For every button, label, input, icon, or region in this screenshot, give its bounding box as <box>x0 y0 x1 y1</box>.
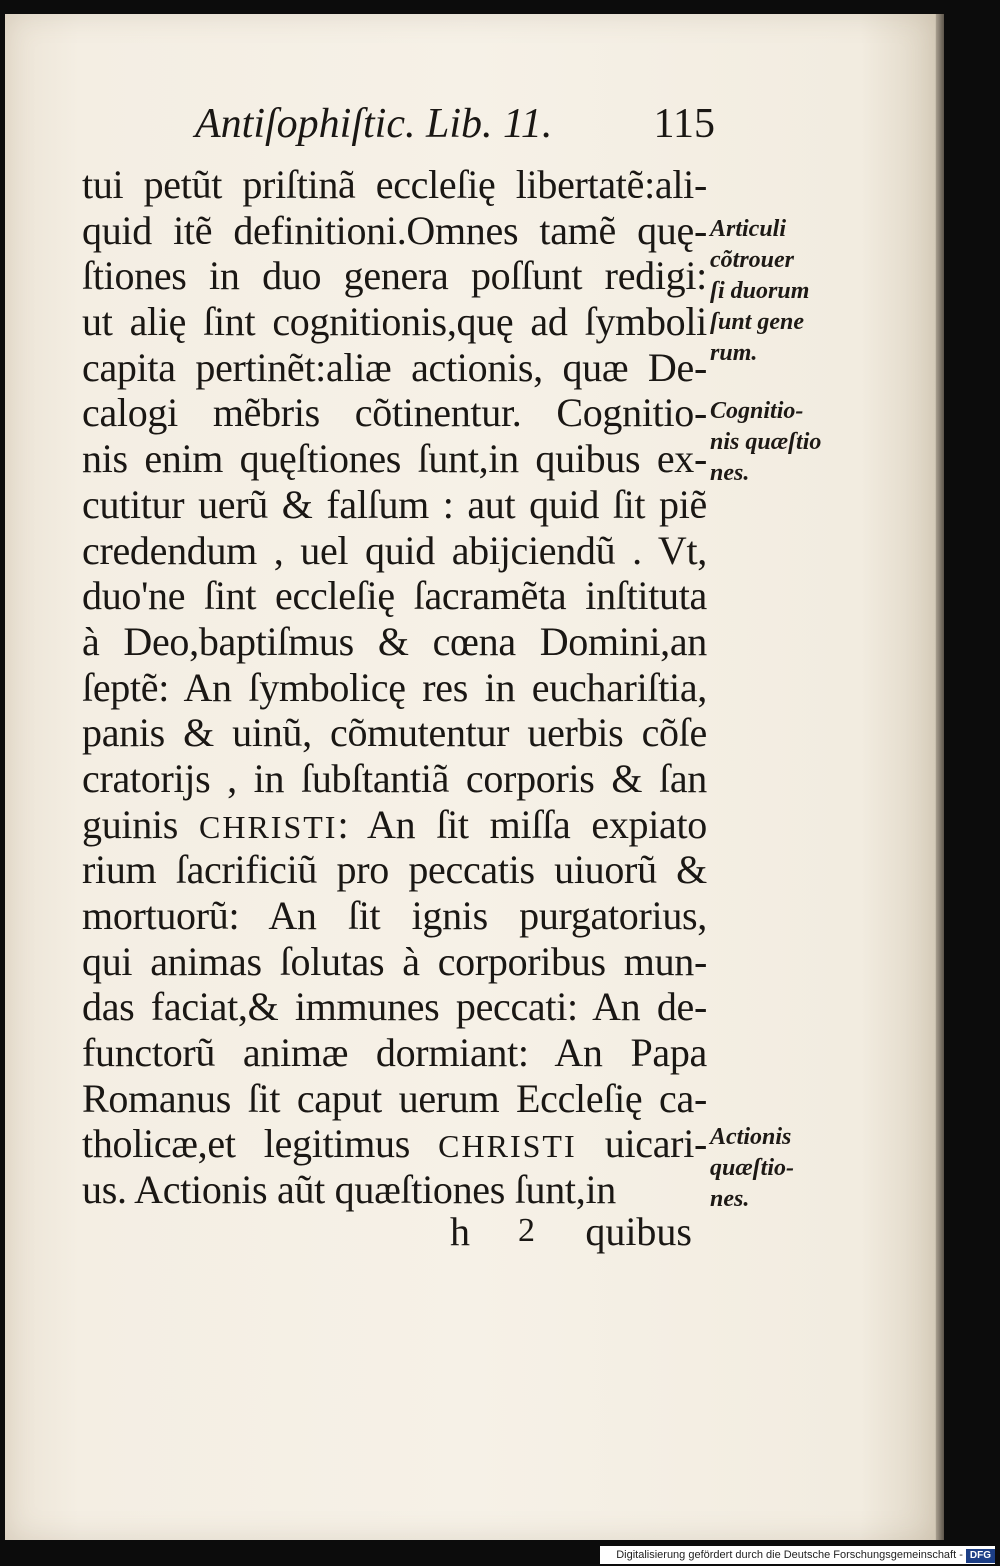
text-line: cratorijs , in ſubſtantiã corporis & ſan <box>82 755 707 801</box>
running-title-text: Antiſophiſtic. <box>195 101 416 147</box>
text-segment: guinis <box>82 801 178 847</box>
catchword: quibus <box>585 1209 692 1254</box>
text-line <box>82 802 707 848</box>
marginal-line: quæſtio- <box>710 1155 794 1181</box>
page-edge <box>936 14 944 1540</box>
marginal-line: rum. <box>710 340 758 366</box>
folio-number: 115 <box>653 101 715 147</box>
text-line: capita pertinẽt:aliæ actionis, quæ De- <box>82 344 707 390</box>
text-line: panis & uinũ, cõmutentur uerbis cõſe <box>82 710 707 756</box>
marginal-line: Cognitio- <box>710 398 804 424</box>
text-line: ut alię ſint cognitionis,quę ad ſymboli <box>82 299 707 345</box>
text-line: Romanus ſit caput uerum Eccleſię ca- <box>82 1075 707 1121</box>
running-head <box>195 100 715 160</box>
christi-small-caps: CHRISTI <box>438 1128 577 1165</box>
main-text-block <box>82 162 707 1213</box>
text-line: cutitur uerũ & falſum : aut quid ſit piẽ <box>82 481 707 527</box>
dfg-logo: DFG <box>966 1549 995 1563</box>
text-line: das faciat,& immunes peccati: An de- <box>82 984 707 1030</box>
text-line: duo'ne ſint eccleſię ſacramẽta inſtituta <box>82 573 707 619</box>
signature-number: 2 <box>518 1212 535 1249</box>
text-line: credendum , uel quid abijciendũ . Vt, <box>82 527 707 573</box>
marginal-line: nes. <box>710 460 750 486</box>
text-segment: tholicæ,et legitimus <box>82 1121 410 1167</box>
text-line: nis enim quęſtiones ſunt,in quibus ex- <box>82 436 707 482</box>
marginal-note-articuli <box>710 214 835 369</box>
marginal-line: Actionis <box>710 1124 792 1150</box>
digitization-footer <box>600 1546 995 1564</box>
text-line: tui petũt priſtinã eccleſię libertatẽ:ali- <box>82 162 707 207</box>
marginal-line: nis quæſtio <box>710 429 822 455</box>
text-line: qui animas ſolutas à corporibus mun- <box>82 938 707 984</box>
catchline <box>450 1208 700 1256</box>
text-segment: : An ſit miſſa expiato <box>337 801 707 847</box>
book-number: Lib. 11. <box>425 101 553 147</box>
marginal-line: ſi duorum <box>710 278 810 304</box>
text-line <box>82 1121 707 1167</box>
marginal-line: Articuli <box>710 216 787 242</box>
text-line: functorũ animæ dormiant: An Papa <box>82 1030 707 1076</box>
text-line: à Deo,baptiſmus & cœna Domini,an <box>82 618 707 664</box>
text-segment: uicari- <box>604 1121 708 1167</box>
text-line: calogi mẽbris cõtinentur. Cognitio- <box>82 390 707 436</box>
text-line: rium ſacrificiũ pro peccatis uiuorũ & <box>82 847 707 893</box>
marginal-note-cognitionis <box>710 396 835 489</box>
marginal-note-actionis <box>710 1122 835 1215</box>
marginal-line: ſunt gene <box>710 309 805 335</box>
christi-small-caps: CHRISTI <box>198 808 338 845</box>
text-line: us. Actionis aũt quæſtiones ſunt,in <box>82 1167 616 1213</box>
text-line: quid itẽ definitioni.Omnes tamẽ quę- <box>82 207 707 253</box>
signature-mark: h <box>450 1209 470 1254</box>
text-line: ſeptẽ: An ſymbolicę res in euchariſtia, <box>82 664 707 710</box>
marginal-line: cõtrouer <box>710 247 794 273</box>
marginal-line: nes. <box>710 1186 750 1212</box>
running-title <box>195 100 552 148</box>
text-line: mortuorũ: An ſit ignis purgatorius, <box>82 893 707 938</box>
footer-text: Digitalisierung gefördert durch die Deutsche Forschungsgemeinschaft - <box>616 1549 963 1561</box>
text-line: ſtiones in duo genera poſſunt redigi: <box>82 253 707 299</box>
